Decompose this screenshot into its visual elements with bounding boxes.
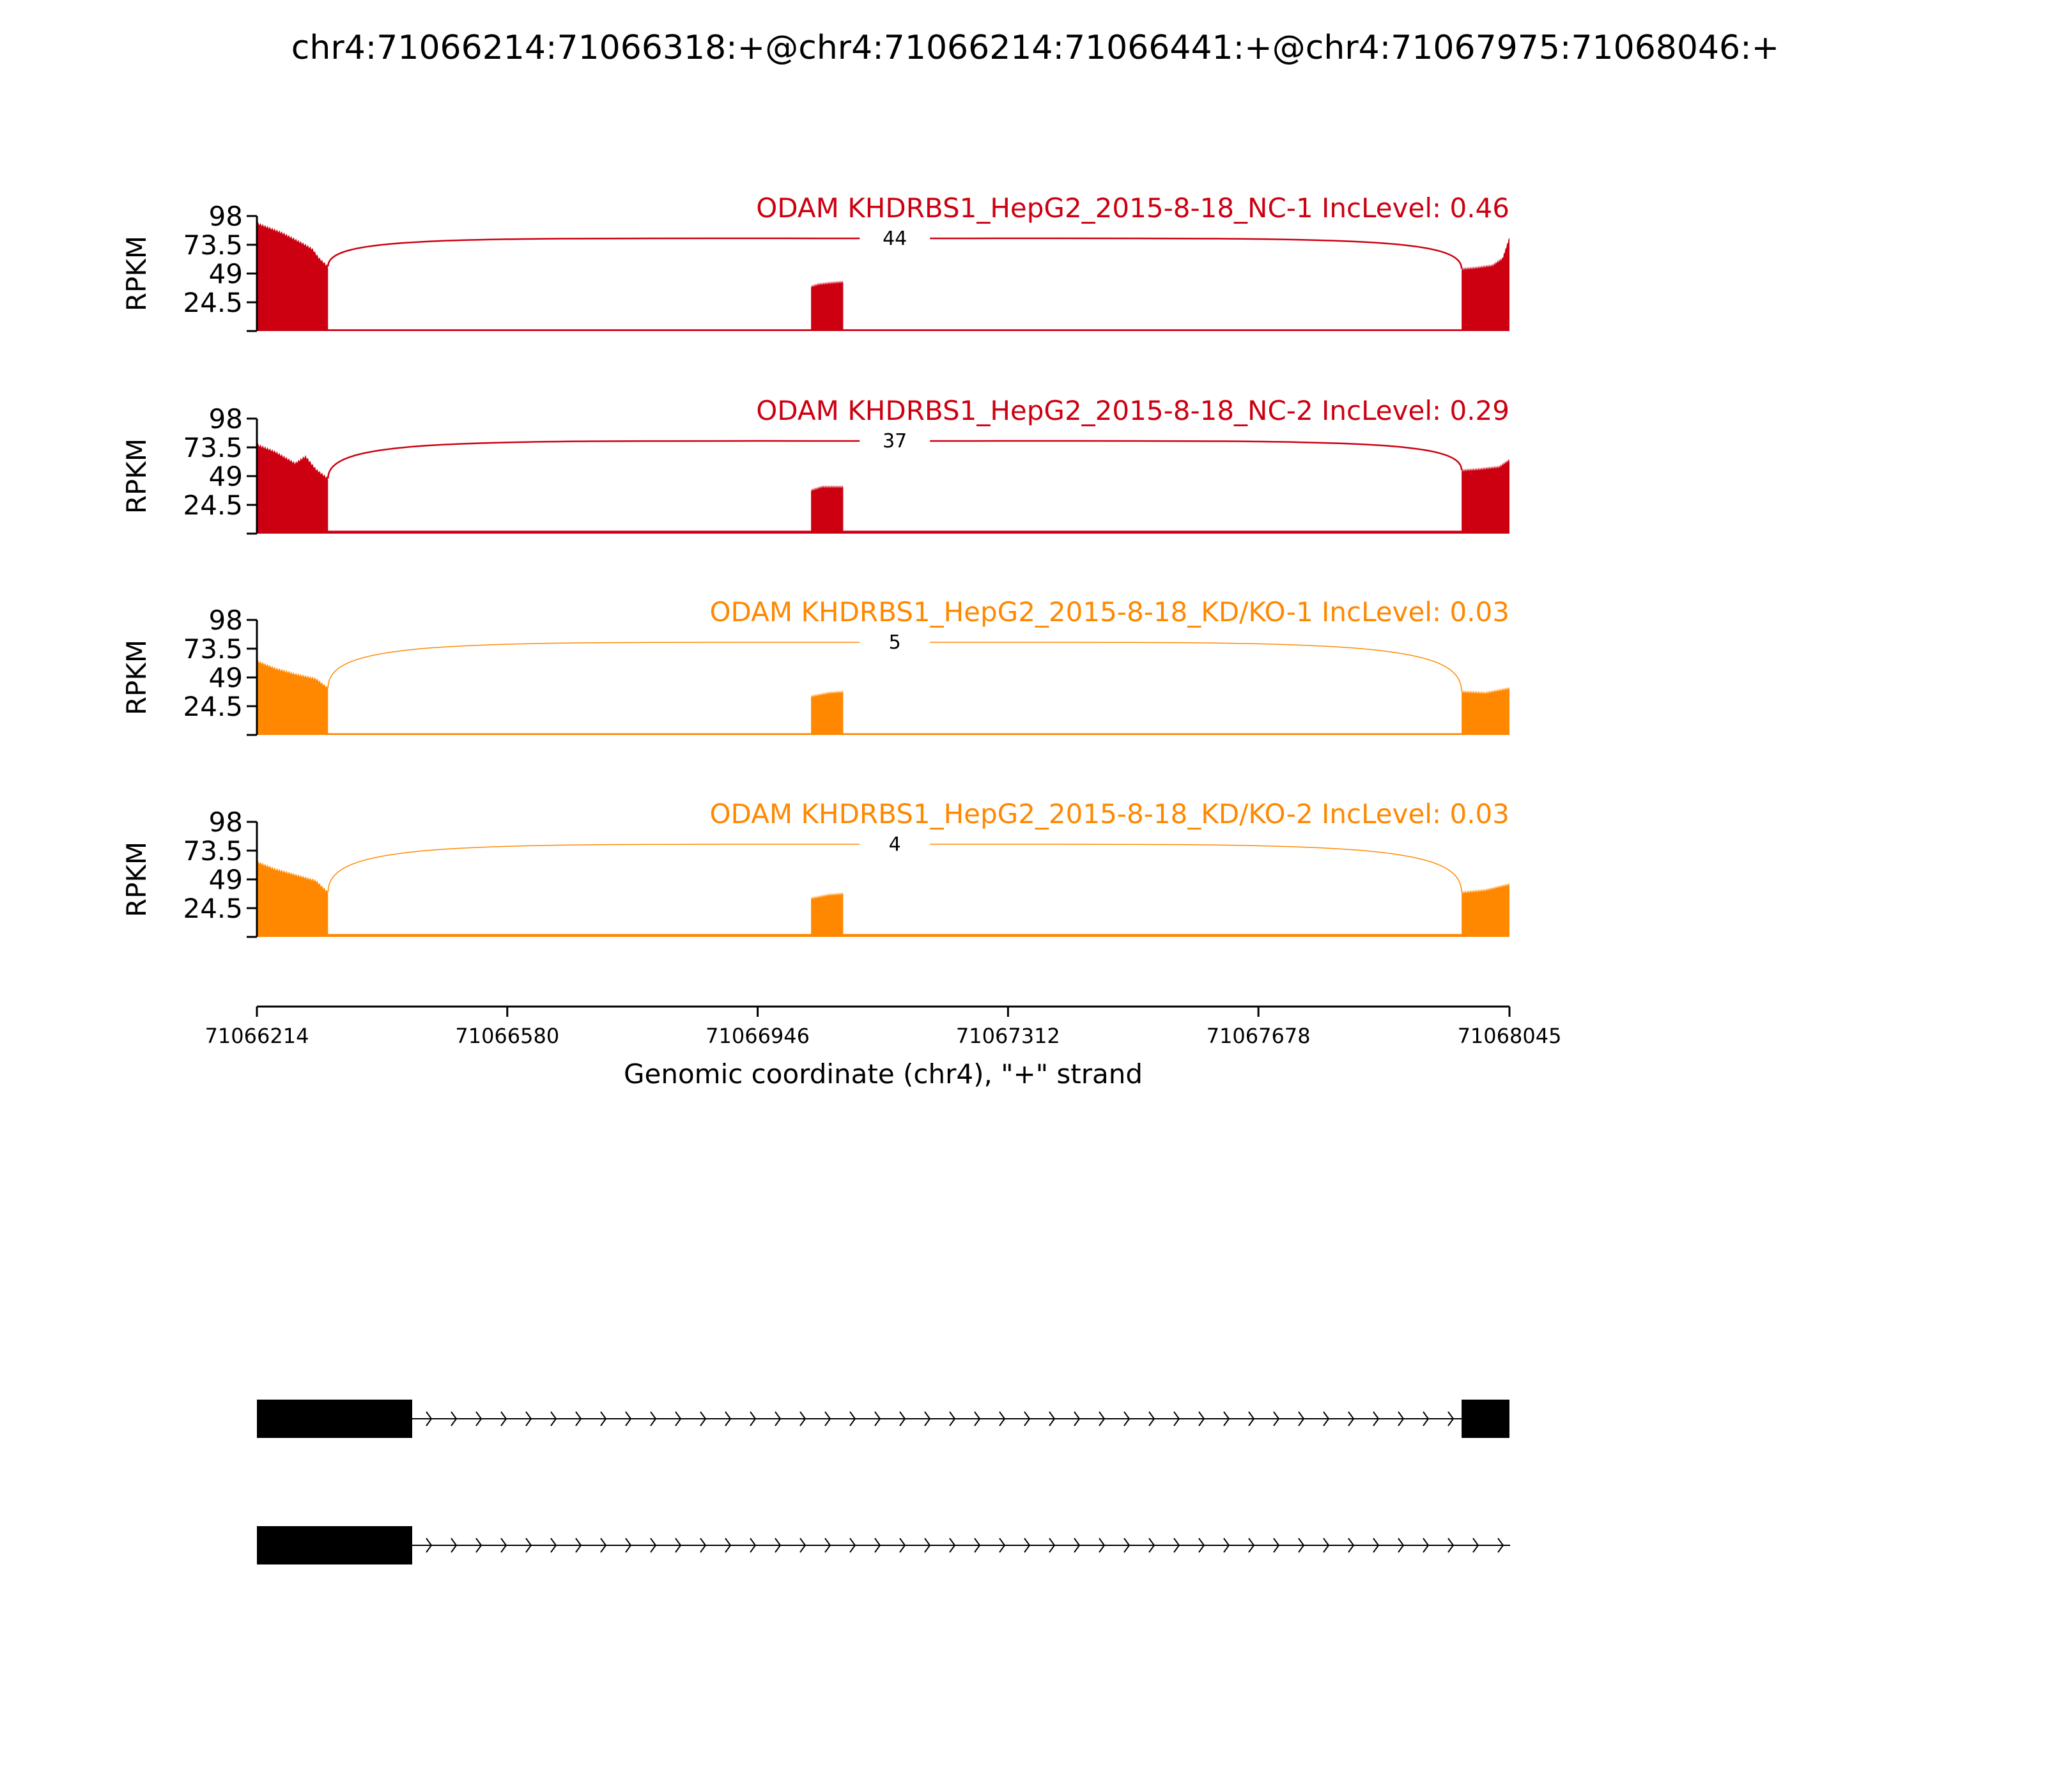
y-axis-label: RPKM (121, 438, 152, 514)
sample-label: ODAM KHDRBS1_HepG2_2015-8-18_NC-1 IncLevel: 0.46 (756, 192, 1509, 224)
y-tick-label: 98 (208, 403, 243, 435)
y-tick-label: 73.5 (183, 835, 243, 867)
background-coverage (257, 733, 1509, 735)
y-tick-label: 24.5 (183, 893, 243, 924)
y-tick-label: 98 (208, 807, 243, 838)
y-axis-label: RPKM (121, 235, 152, 312)
junction-count-label: 44 (883, 228, 907, 250)
y-tick-label: 24.5 (183, 287, 243, 318)
figure-title: chr4:71066214:71066318:+@chr4:71066214:71066441:+@chr4:71067975:71068046:+ (291, 29, 1780, 67)
coverage-panel (121, 798, 1509, 937)
x-tick-label: 71066580 (455, 1024, 560, 1048)
coverage-area (1462, 883, 1509, 937)
coverage-area (257, 444, 328, 534)
coverage-panels (121, 192, 1509, 937)
y-tick-label: 49 (208, 258, 243, 290)
isoform-track (257, 1400, 1510, 1564)
sample-label: ODAM KHDRBS1_HepG2_2015-8-18_KD/KO-1 IncLevel: 0.03 (709, 596, 1509, 628)
exon-block (257, 1526, 412, 1564)
y-tick-label: 49 (208, 461, 243, 492)
sample-label: ODAM KHDRBS1_HepG2_2015-8-18_KD/KO-2 IncLevel: 0.03 (709, 798, 1509, 830)
exon-block (257, 1400, 412, 1438)
y-tick-label: 49 (208, 864, 243, 895)
coverage-panel (121, 192, 1509, 331)
x-axis-label: Genomic coordinate (chr4), "+" strand (623, 1058, 1143, 1090)
x-axis (205, 1007, 1562, 1090)
y-tick-label: 98 (208, 201, 243, 232)
y-tick-label: 98 (208, 605, 243, 636)
y-axis-label: RPKM (121, 841, 152, 918)
coverage-panel (121, 395, 1509, 534)
coverage-area (811, 281, 843, 331)
coverage-area (811, 892, 843, 937)
x-tick-label: 71067678 (1206, 1024, 1311, 1048)
junction-count-label: 4 (888, 833, 901, 856)
junction-count-label: 37 (883, 430, 907, 452)
coverage-panel (121, 596, 1509, 735)
background-coverage (257, 329, 1509, 331)
coverage-area (1462, 459, 1509, 534)
x-tick-label: 71066214 (204, 1024, 309, 1048)
x-tick-label: 71068045 (1457, 1024, 1562, 1048)
coverage-area (811, 690, 843, 735)
y-tick-label: 73.5 (183, 229, 243, 261)
y-tick-label: 73.5 (183, 432, 243, 463)
background-coverage (257, 530, 1509, 534)
y-tick-label: 24.5 (183, 490, 243, 521)
coverage-area (1462, 238, 1509, 331)
sample-label: ODAM KHDRBS1_HepG2_2015-8-18_NC-2 IncLevel: 0.29 (756, 395, 1509, 426)
isoform (257, 1526, 1510, 1564)
x-tick-label: 71067312 (955, 1024, 1060, 1048)
coverage-area (811, 485, 843, 534)
coverage-area (257, 660, 328, 735)
isoform (257, 1400, 1509, 1438)
y-tick-label: 73.5 (183, 633, 243, 665)
y-tick-label: 24.5 (183, 691, 243, 722)
x-tick-label: 71066946 (706, 1024, 810, 1048)
y-tick-label: 49 (208, 662, 243, 693)
junction-count-label: 5 (888, 631, 901, 654)
coverage-area (1462, 687, 1509, 735)
coverage-area (257, 861, 328, 937)
coverage-area (257, 222, 328, 332)
y-axis-label: RPKM (121, 639, 152, 716)
exon-block (1462, 1400, 1509, 1438)
background-coverage (257, 934, 1509, 937)
